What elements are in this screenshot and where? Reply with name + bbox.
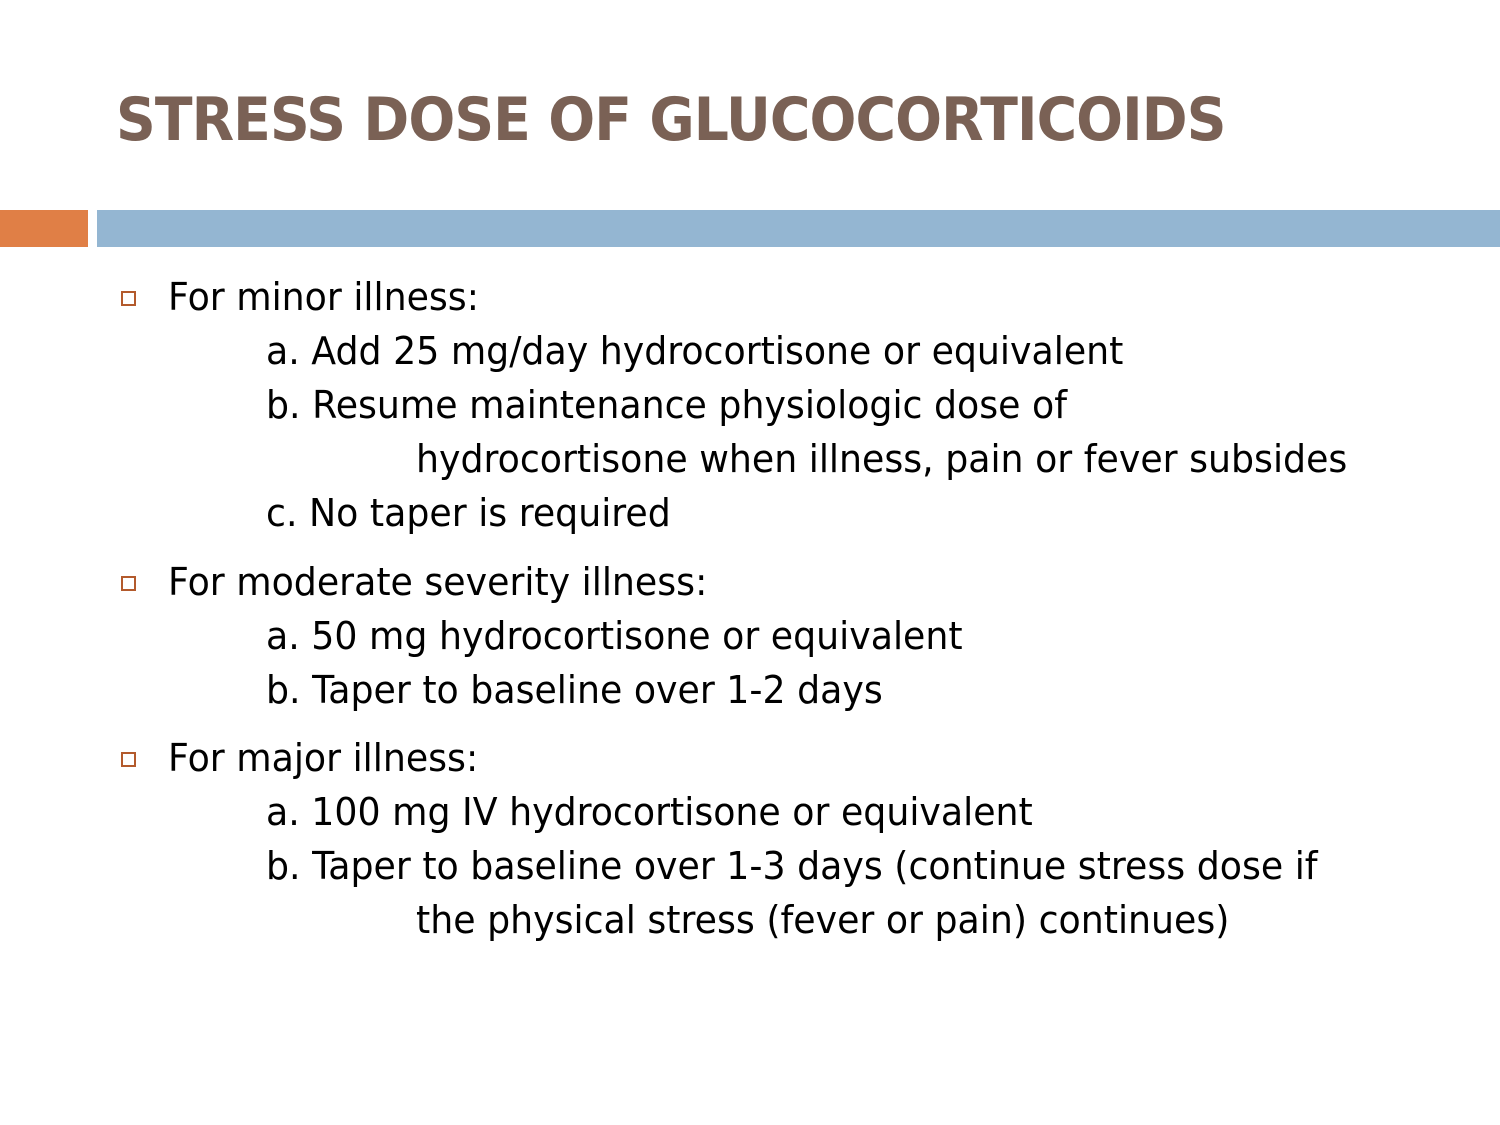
bullet-square-icon (121, 576, 136, 591)
slide-title: STRESS DOSE OF GLUCOCORTICOIDS (116, 85, 1226, 155)
list-item-continuation: hydrocortisone when illness, pain or fever subsides (416, 437, 1348, 481)
section-heading-major: For major illness: (168, 736, 479, 780)
list-item: a. Add 25 mg/day hydrocortisone or equivalent (266, 329, 1124, 373)
list-item: b. Resume maintenance physiologic dose of (266, 383, 1068, 427)
list-item-continuation: the physical stress (fever or pain) continues) (416, 898, 1230, 942)
section-heading-minor: For minor illness: (168, 275, 479, 319)
bullet-square-icon (121, 291, 136, 306)
list-item: a. 100 mg IV hydrocortisone or equivalent (266, 790, 1033, 834)
list-item: b. Taper to baseline over 1-3 days (continue stress dose if (266, 844, 1318, 888)
section-heading-moderate: For moderate severity illness: (168, 560, 708, 604)
list-item: c. No taper is required (266, 491, 671, 535)
list-item: a. 50 mg hydrocortisone or equivalent (266, 614, 963, 658)
list-item: b. Taper to baseline over 1-2 days (266, 668, 883, 712)
bullet-square-icon (121, 752, 136, 767)
